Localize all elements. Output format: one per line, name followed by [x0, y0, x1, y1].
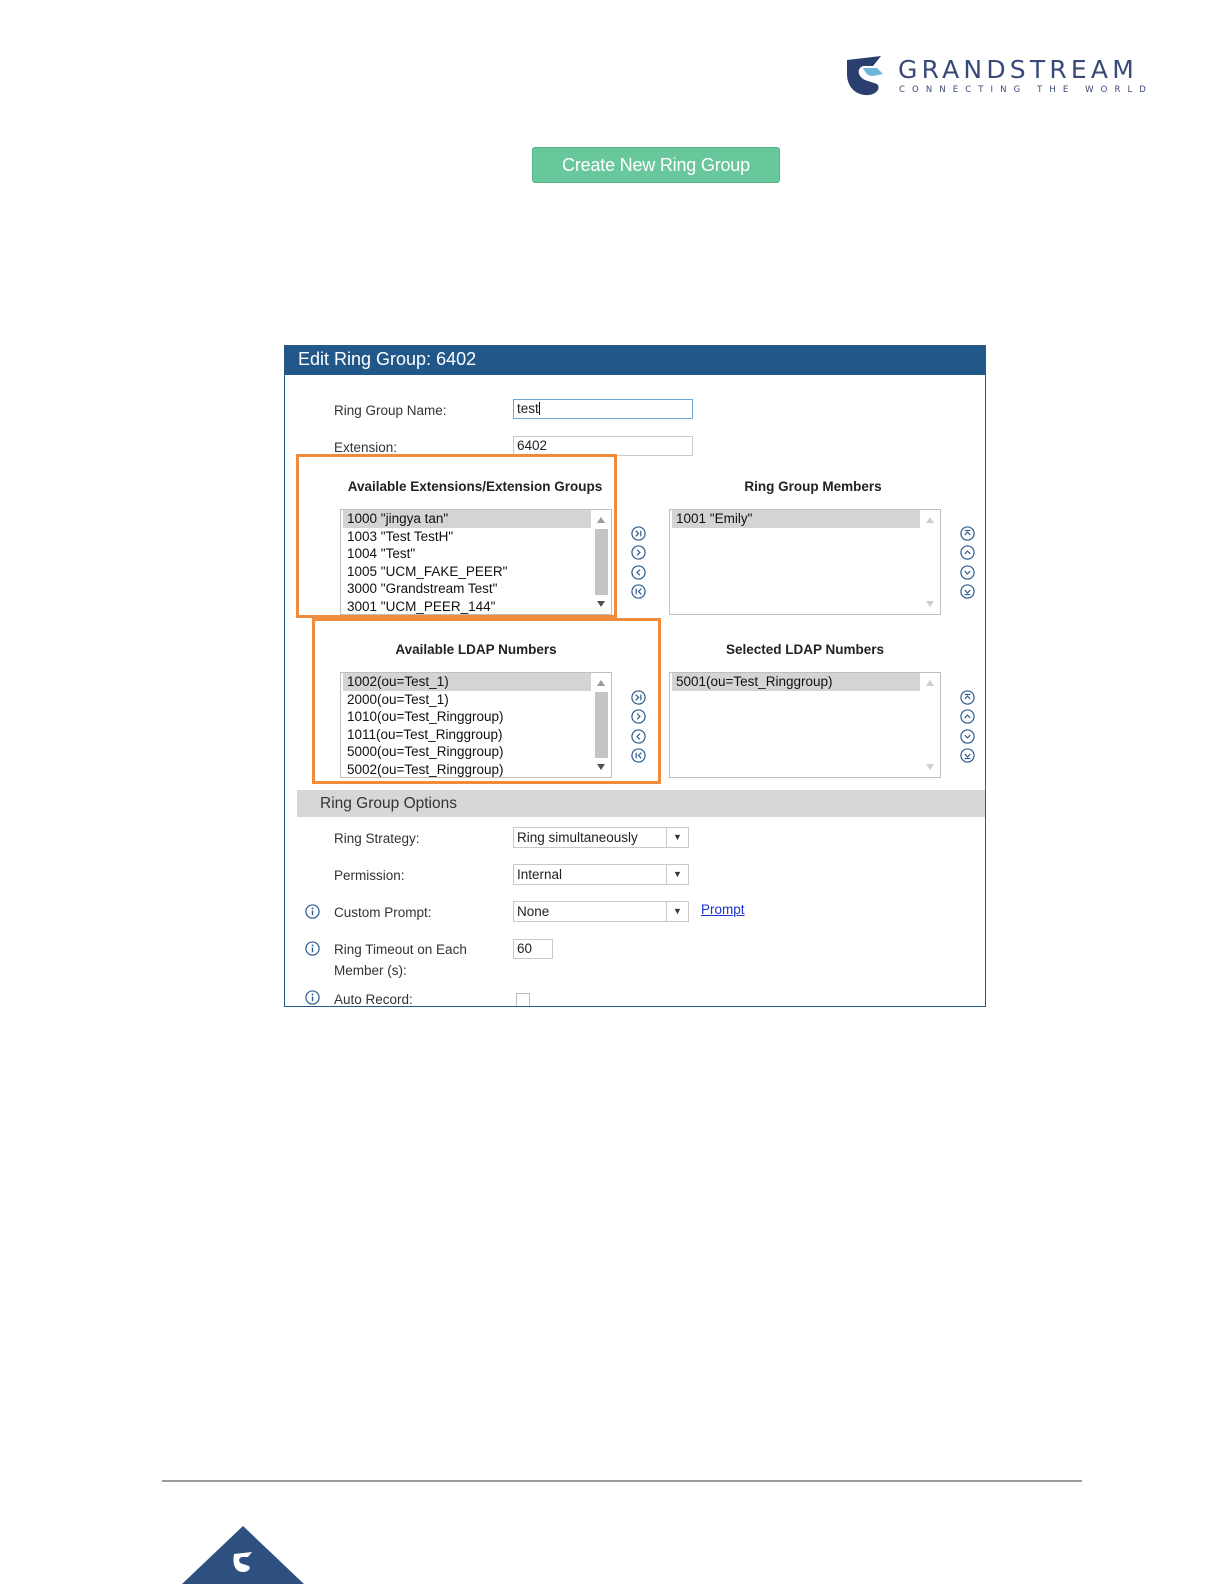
move-down-icon[interactable]: [960, 729, 975, 744]
dropdown-arrow-icon[interactable]: ▼: [666, 828, 688, 847]
grandstream-logo-icon: [843, 54, 889, 96]
logo-wordmark: GRANDSTREAM: [898, 55, 1138, 84]
list-item[interactable]: 1011(ou=Test_Ringgroup): [347, 726, 503, 742]
dropdown-arrow-icon[interactable]: ▼: [666, 902, 688, 921]
move-all-right-icon[interactable]: [631, 526, 646, 541]
dialog-title: Edit Ring Group: 6402: [285, 346, 985, 375]
move-up-icon[interactable]: [960, 709, 975, 724]
list-item[interactable]: 1005 "UCM_FAKE_PEER": [347, 563, 508, 579]
ring-strategy-label: Ring Strategy:: [334, 831, 420, 846]
order-controls-ldap: [960, 690, 978, 767]
info-icon[interactable]: [305, 990, 320, 1005]
grandstream-logo: [843, 54, 1173, 100]
ring-group-name-value: test: [517, 401, 539, 416]
list-item[interactable]: 3001 "UCM_PEER_144": [347, 598, 496, 614]
move-left-icon[interactable]: [631, 565, 646, 580]
custom-prompt-label: Custom Prompt:: [334, 905, 432, 920]
move-all-left-icon[interactable]: [631, 584, 646, 599]
list-item[interactable]: 5001(ou=Test_Ringgroup): [672, 673, 920, 691]
scroll-down-arrow-icon[interactable]: [926, 601, 934, 607]
ring-group-name-label: Ring Group Name:: [334, 403, 447, 418]
text-caret: [539, 402, 540, 415]
ring-timeout-input[interactable]: 60: [513, 939, 553, 959]
info-icon[interactable]: [305, 941, 320, 956]
list-scrollbar[interactable]: [922, 511, 939, 613]
order-controls-members: [960, 526, 978, 603]
scroll-up-arrow-icon[interactable]: [926, 680, 934, 686]
list-item[interactable]: 5000(ou=Test_Ringgroup): [347, 744, 504, 759]
list-item[interactable]: 1002(ou=Test_1): [343, 673, 591, 691]
ring-strategy-value: Ring simultaneously: [517, 830, 638, 845]
scroll-down-arrow-icon[interactable]: [926, 764, 934, 770]
list-item[interactable]: 1010(ou=Test_Ringgroup): [347, 709, 504, 724]
list-item[interactable]: 3000 "Grandstream Test": [347, 581, 498, 596]
list-item[interactable]: 2000(ou=Test_1): [347, 691, 449, 707]
ring-group-name-input[interactable]: [513, 399, 693, 419]
move-bottom-icon[interactable]: [960, 584, 975, 599]
move-top-icon[interactable]: [960, 526, 975, 541]
available-ldap-heading: Available LDAP Numbers: [395, 642, 557, 657]
auto-record-label: Auto Record:: [334, 992, 413, 1007]
transfer-controls-extensions: [631, 526, 649, 603]
ring-timeout-label-line2: Member (s):: [334, 963, 407, 978]
list-item[interactable]: 5002(ou=Test_Ringgroup): [347, 761, 504, 777]
extension-input[interactable]: 6402: [513, 436, 693, 456]
move-right-icon[interactable]: [631, 545, 646, 560]
auto-record-checkbox[interactable]: [516, 993, 530, 1007]
selected-ldap-heading: Selected LDAP Numbers: [725, 642, 885, 657]
list-item[interactable]: 1000 "jingya tan": [343, 510, 591, 528]
extension-label: Extension:: [334, 440, 398, 455]
permission-select[interactable]: [513, 864, 689, 885]
available-extensions-heading: Available Extensions/Extension Groups: [347, 479, 603, 494]
ring-strategy-select[interactable]: [513, 827, 689, 848]
dropdown-arrow-icon[interactable]: ▼: [666, 865, 688, 884]
custom-prompt-select[interactable]: [513, 901, 689, 922]
selected-ldap-list[interactable]: [669, 672, 941, 778]
ldap-highlight-box: [312, 618, 661, 784]
grandstream-footer-logo-icon: [182, 1524, 304, 1584]
move-up-icon[interactable]: [960, 545, 975, 560]
move-top-icon[interactable]: [960, 690, 975, 705]
permission-value: Internal: [517, 867, 563, 882]
ring-group-members-list[interactable]: [669, 509, 941, 615]
list-item[interactable]: 1004 "Test": [347, 546, 416, 561]
footer-divider: [162, 1480, 1082, 1482]
list-item[interactable]: 1003 "Test TestH": [347, 528, 454, 544]
list-scrollbar[interactable]: [922, 674, 939, 776]
permission-label: Permission:: [334, 868, 405, 883]
ring-group-options-header: Ring Group Options: [297, 790, 986, 817]
scroll-up-arrow-icon[interactable]: [926, 517, 934, 523]
create-new-ring-group-button[interactable]: Create New Ring Group: [532, 147, 780, 183]
logo-tagline: CONNECTING THE WORLD: [899, 85, 1153, 95]
ring-group-members-heading: Ring Group Members: [744, 479, 882, 494]
move-bottom-icon[interactable]: [960, 748, 975, 763]
list-item[interactable]: 1001 "Emily": [672, 510, 920, 528]
custom-prompt-value: None: [517, 904, 550, 919]
ring-timeout-label: Ring Timeout on Each: [334, 942, 467, 957]
prompt-link[interactable]: Prompt: [701, 902, 745, 917]
edit-ring-group-dialog: [284, 345, 986, 1007]
move-down-icon[interactable]: [960, 565, 975, 580]
info-icon[interactable]: [305, 904, 320, 919]
extensions-highlight-box: [296, 454, 617, 618]
